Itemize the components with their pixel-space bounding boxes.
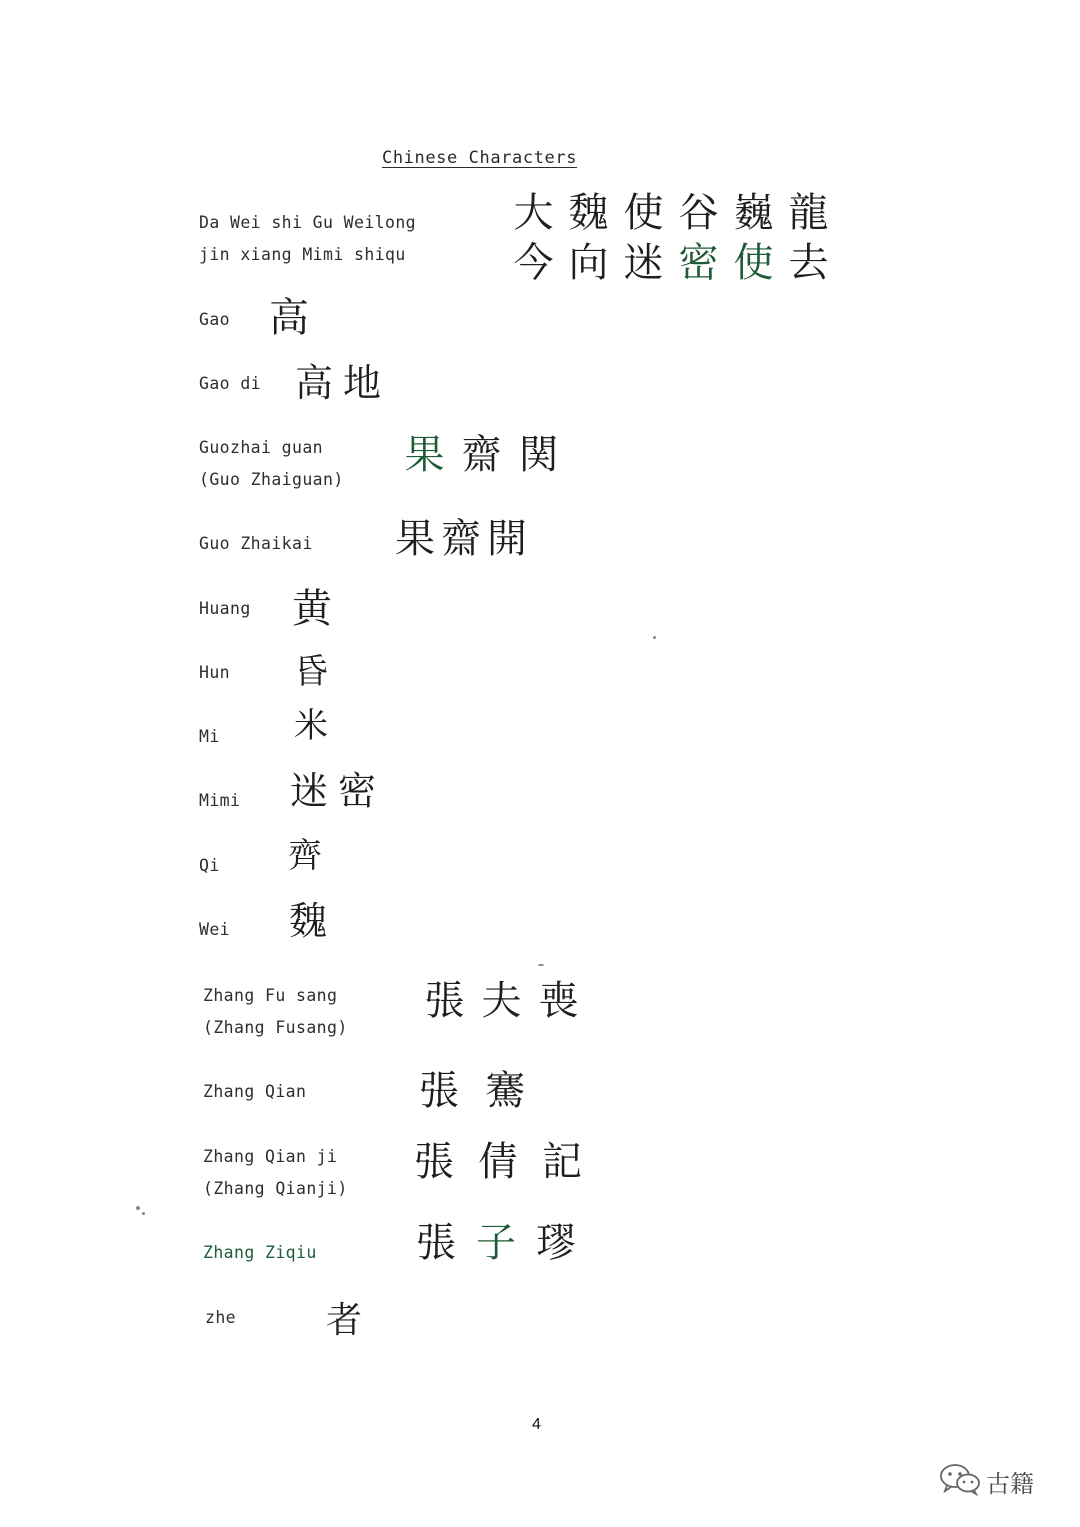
watermark [938,1462,1034,1500]
scan-speck [538,964,544,966]
entry-romanization: Zhang Qian [203,1082,307,1101]
entry-characters [290,358,386,408]
page-number: 4 [532,1416,541,1433]
entry-characters [293,650,329,695]
hanzi-char: 魏 [288,899,327,943]
entry-romanization: Gao [199,310,231,329]
hanzi-char: 高 [269,295,309,341]
entry-characters [506,188,836,288]
hanzi-char: 大 [513,190,554,236]
entry-romanization: Qi [199,856,220,875]
page-title: Chinese Characters [382,148,578,168]
entry-romanization: Huang [199,599,251,618]
hanzi-char: 去 [788,240,829,286]
hanzi-char: 今 [513,240,554,286]
hanzi-char: 密 [337,769,376,813]
entry-characters [285,766,381,816]
entry-characters [416,976,587,1026]
hanzi-char: 関 [518,432,559,478]
entry-characters [292,584,332,634]
entry-characters [288,896,328,946]
entry-romanization: Wei [199,920,231,939]
entry-romanization: Mi [199,727,220,746]
entry-romanization: Hun [199,663,231,682]
hanzi-char: 張 [414,1139,454,1185]
scan-speck [142,1212,145,1215]
hanzi-char: 齋 [461,432,502,478]
entry-characters [392,514,530,564]
hanzi-char: 使 [623,190,664,236]
entry-romanization: Zhang Ziqiu [203,1243,317,1262]
entry-romanization: Guozhai guan (Guo Zhaiguan) [199,438,344,489]
entry-characters [396,430,567,480]
entry-romanization: Gao di [199,374,262,393]
hanzi-char: 張 [424,978,465,1024]
hanzi-char: 果 [395,516,435,562]
scan-speck [653,636,656,639]
watermark-text: 古籍 [986,1469,1034,1498]
hanzi-char: 谷 [678,190,719,236]
entry-characters [406,1218,586,1268]
hanzi-char: 地 [342,361,381,405]
entry-characters [287,834,323,879]
hanzi-char: 迷 [623,240,664,286]
hanzi-char: 開 [487,516,527,562]
hanzi-char: 張 [419,1068,459,1114]
hanzi-char: 使 [733,240,774,286]
hanzi-char: 向 [568,240,609,286]
hanzi-char: 高 [294,361,333,405]
hanzi-char: 密 [678,240,719,286]
hanzi-char: 魏 [568,190,609,236]
hanzi-char: 昏 [294,652,328,692]
hanzi-char: 者 [325,1300,362,1341]
hanzi-char: 夫 [481,978,522,1024]
entry-characters [264,293,314,343]
wechat-icon [938,1462,982,1500]
hanzi-char: 騫 [485,1068,525,1114]
hanzi-char: 倩 [478,1139,518,1185]
hanzi-char: 喪 [538,978,579,1024]
hanzi-char: 齊 [288,836,322,876]
entry-characters [402,1137,594,1187]
hanzi-char: 迷 [289,769,328,813]
hanzi-char: 龍 [788,190,829,236]
hanzi-char: 巍 [733,190,774,236]
entry-characters [406,1066,538,1116]
scan-speck [136,1206,140,1210]
hanzi-char: 子 [476,1220,516,1266]
entry-romanization: Da Wei shi Gu Weilong jin xiang Mimi shiqu [199,213,417,264]
entry-characters [293,704,329,749]
entry-romanization: zhe [205,1308,237,1327]
hanzi-char: 記 [542,1139,582,1185]
hanzi-char: 齋 [441,516,481,562]
hanzi-char: 果 [404,432,445,478]
entry-romanization: Zhang Qian ji (Zhang Qianji) [203,1147,348,1198]
entry-romanization: Guo Zhaikai [199,534,313,553]
entry-characters [324,1298,364,1343]
hanzi-char: 張 [416,1220,456,1266]
entry-romanization: Zhang Fu sang (Zhang Fusang) [203,986,348,1037]
hanzi-char: 黄 [292,586,332,632]
hanzi-char: 米 [294,706,328,746]
hanzi-char: 璆 [536,1220,576,1266]
entry-romanization: Mimi [199,791,241,810]
